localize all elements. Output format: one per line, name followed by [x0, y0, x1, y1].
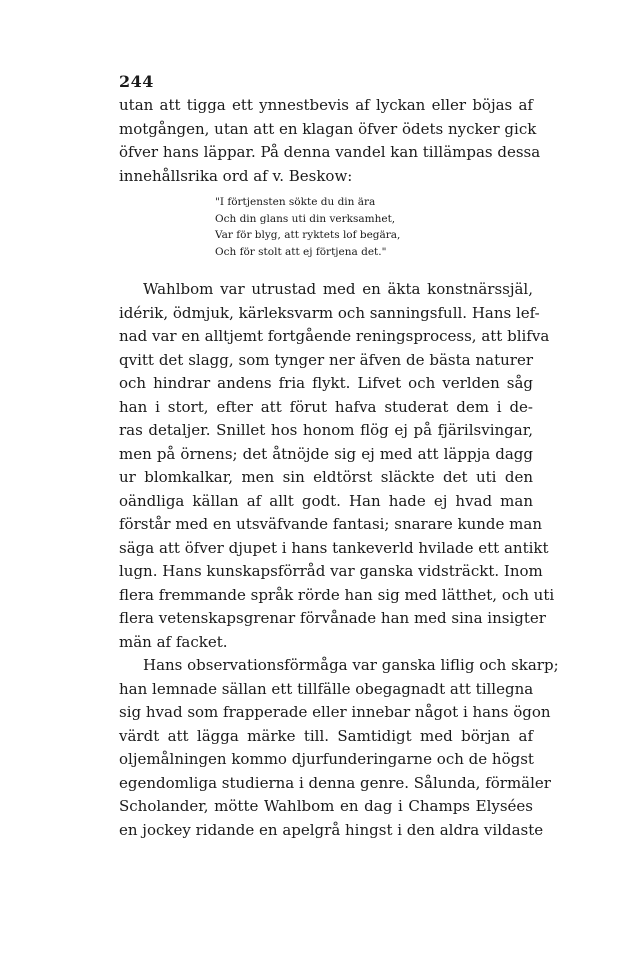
- text-line: men på örnens; det åtnöjde sig ej med att läppja dagg: [119, 444, 533, 463]
- text-line: idérik, ödmjuk, kärleksvarm och sanningsfull. Hans lef-: [119, 303, 540, 322]
- paragraph-wahlbom: [119, 278, 555, 654]
- text-line: han i stort, efter att förut hafva studerat dem i de-: [119, 397, 533, 416]
- text-line: nad var en alltjemt fortgående reningsprocess, att blifva: [119, 327, 550, 345]
- text-column: [119, 94, 559, 842]
- text-line: en jockey ridande en apelgrå hingst i den aldra vildaste: [119, 820, 544, 839]
- poem-line: Var för blyg, att ryktets lof begära,: [215, 229, 401, 241]
- text-line: Wahlbom var utrustad med en äkta konstnärssjäl,: [143, 280, 533, 298]
- text-line: öfver hans läppar. På denna vandel kan tillämpas dessa: [119, 143, 541, 161]
- poem-line: Och för stolt att ej förtjena det.": [215, 245, 387, 258]
- text-line: lugn. Hans kunskapsförråd var ganska vidsträckt. Inom: [119, 562, 543, 580]
- poem-line: Och din glans uti din verksamhet,: [215, 212, 396, 225]
- text-line: oändliga källan af allt godt. Han hade ej hvad man: [119, 491, 533, 510]
- text-line: ras detaljer. Snillet hos honom flög ej på fjärilsvingar,: [119, 421, 533, 439]
- text-line: Hans observationsförmåga var ganska liflig och skarp;: [143, 656, 559, 674]
- text-line: motgången, utan att en klagan öfver ödets nycker gick: [119, 119, 537, 138]
- text-line: oljemålningen kommo djurfunderingarne och de högst: [119, 750, 534, 768]
- text-line: utan att tigga ett ynnestbevis af lyckan eller böjas af: [119, 96, 533, 114]
- text-line: flera vetenskapsgrenar förvånade han med sina insigter: [119, 609, 546, 627]
- text-line: flera fremmande språk rörde han sig med lätthet, och uti: [119, 585, 555, 604]
- text-line: Scholander, mötte Wahlbom en dag i Champs Elysées: [119, 797, 533, 815]
- text-line: sig hvad som frapperade eller innebar något i hans ögon: [119, 703, 551, 721]
- page-number: 244: [119, 72, 154, 91]
- intro-paragraph: [119, 94, 541, 188]
- text-line: egendomliga studierna i denna genre. Sålunda, förmäler: [119, 773, 551, 792]
- text-line: och hindrar andens fria flykt. Lifvet och verlden såg: [119, 374, 533, 392]
- text-line: män af facket.: [119, 632, 228, 651]
- text-line: förstår med en utsväfvande fantasi; snarare kunde man: [119, 515, 542, 533]
- text-line: ur blomkalkar, men sin eldtörst släckte det uti den: [119, 468, 533, 486]
- text-line: säga att öfver djupet i hans tankeverld hvilade ett antikt: [119, 538, 549, 557]
- text-line: innehållsrika ord af v. Beskow:: [119, 166, 353, 185]
- poem-line: "I förtjensten sökte du din ära: [215, 196, 376, 208]
- text-line: qvitt det slagg, som tynger ner äfven de bästa naturer: [119, 350, 533, 369]
- text-line: han lemnade sällan ett tillfälle obegagnadt att tillegna: [119, 679, 534, 698]
- text-line: värdt att lägga märke till. Samtidigt med början af: [119, 726, 533, 745]
- paragraph-observation: [119, 654, 559, 842]
- poem-quote: [215, 194, 533, 260]
